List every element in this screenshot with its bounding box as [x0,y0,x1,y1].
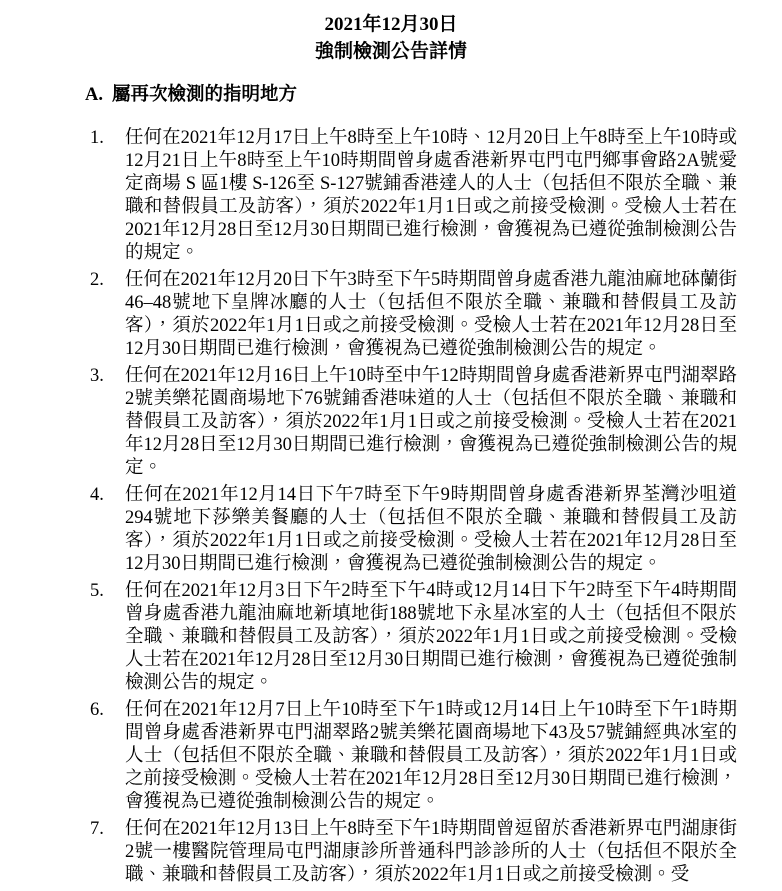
item-text: 任何在2021年12月16日上午10時至中午12時期間曾身處香港新界屯門湖翠路2號美樂花園商場地下76號鋪香港味道的人士（包括但不限於全職、兼職和替假員工及訪客），須於2022年1月1日或之前接受檢測。受檢人士若在2021年12月28日至12月30日期間已進行檢測，會獲視為已遵從強制檢測公告的規定。 [125,366,737,478]
document-date-title: 2021年12月30日 [324,14,458,35]
item-number: 5. [90,581,104,601]
notice-item-7 [90,818,782,887]
section-a-heading [85,83,782,107]
section-a-title: 屬再次檢測的指明地方 [112,85,298,105]
item-text: 任何在2021年12月17日上午8時至上午10時、12月20日上午8時至上午10時或12月21日上午8時至上午10時期間曾身處香港新界屯門屯門鄉事會路2A號愛定商場 S 區1樓 S-126至 S-127號鋪香港達人的人士（包括但不限於全職、兼職和替假員工及訪客），須於2022年1月1日或之前接受檢測。受檢人士若在2021年12月28日至12月30日期間已進行檢測，會獲視為已遵從強制檢測公告的規定。 [125,128,737,263]
notice-item-2 [90,269,782,361]
section-a-label: A. [85,85,103,105]
notice-item-4 [90,484,782,576]
item-number: 1. [90,128,104,148]
item-text: 任何在2021年12月3日下午2時至下午4時或12月14日下午2時至下午4時期間曾身處香港九龍油麻地新填地街188號地下永星冰室的人士（包括但不限於全職、兼職和替假員工及訪客），須於2022年1月1日或之前接受檢測。受檢人士若在2021年12月28日至12月30日期間已進行檢測，會獲視為已遵從強制檢測公告的規定。 [125,581,737,693]
item-text: 任何在2021年12月20日下午3時至下午5時期間曾身處香港九龍油麻地砵蘭街46–48號地下皇牌冰廳的人士（包括但不限於全職、兼職和替假員工及訪客），須於2022年1月1日或之前接受檢測。受檢人士若在2021年12月28日至12月30日期間已進行檢測，會獲視為已遵從強制檢測公告的規定。 [125,270,737,359]
item-number: 2. [90,270,104,290]
item-text: 任何在2021年12月13日上午8時至下午1時期間曾逗留於香港新界屯門湖康街2號一樓醫院管理局屯門湖康診所普通科門診診所的人士（包括但不限於全職、兼職和替假員工及訪客），須於2022年1月1日或之前接受檢測。受 [125,819,737,885]
item-number: 3. [90,366,104,386]
item-text: 任何在2021年12月7日上午10時至下午1時或12月14日上午10時至下午1時期間曾身處香港新界屯門湖翠路2號美樂花園商場地下43及57號鋪經典冰室的人士（包括但不限於全職、兼職和替假員工及訪客），須於2022年1月1日或之前接受檢測。受檢人士若在2021年12月28日至12月30日期間已進行檢測，會獲視為已遵從強制檢測公告的規定。 [125,700,737,812]
document-subtitle: 強制檢測公告詳情 [314,41,467,62]
item-number: 4. [90,485,104,505]
notice-item-3 [90,365,782,480]
notice-item-1 [90,127,782,265]
notice-item-5 [90,580,782,695]
item-text: 任何在2021年12月14日下午7時至下午9時期間曾身處香港新界荃灣沙咀道294號地下莎樂美餐廳的人士（包括但不限於全職、兼職和替假員工及訪客），須於2022年1月1日或之前接受檢測。受檢人士若在2021年12月28日至12月30日期間已進行檢測，會獲視為已遵從強制檢測公告的規定。 [125,485,737,574]
notice-item-list [0,127,782,887]
item-number: 7. [90,819,104,839]
item-number: 6. [90,700,104,720]
notice-item-6 [90,699,782,814]
